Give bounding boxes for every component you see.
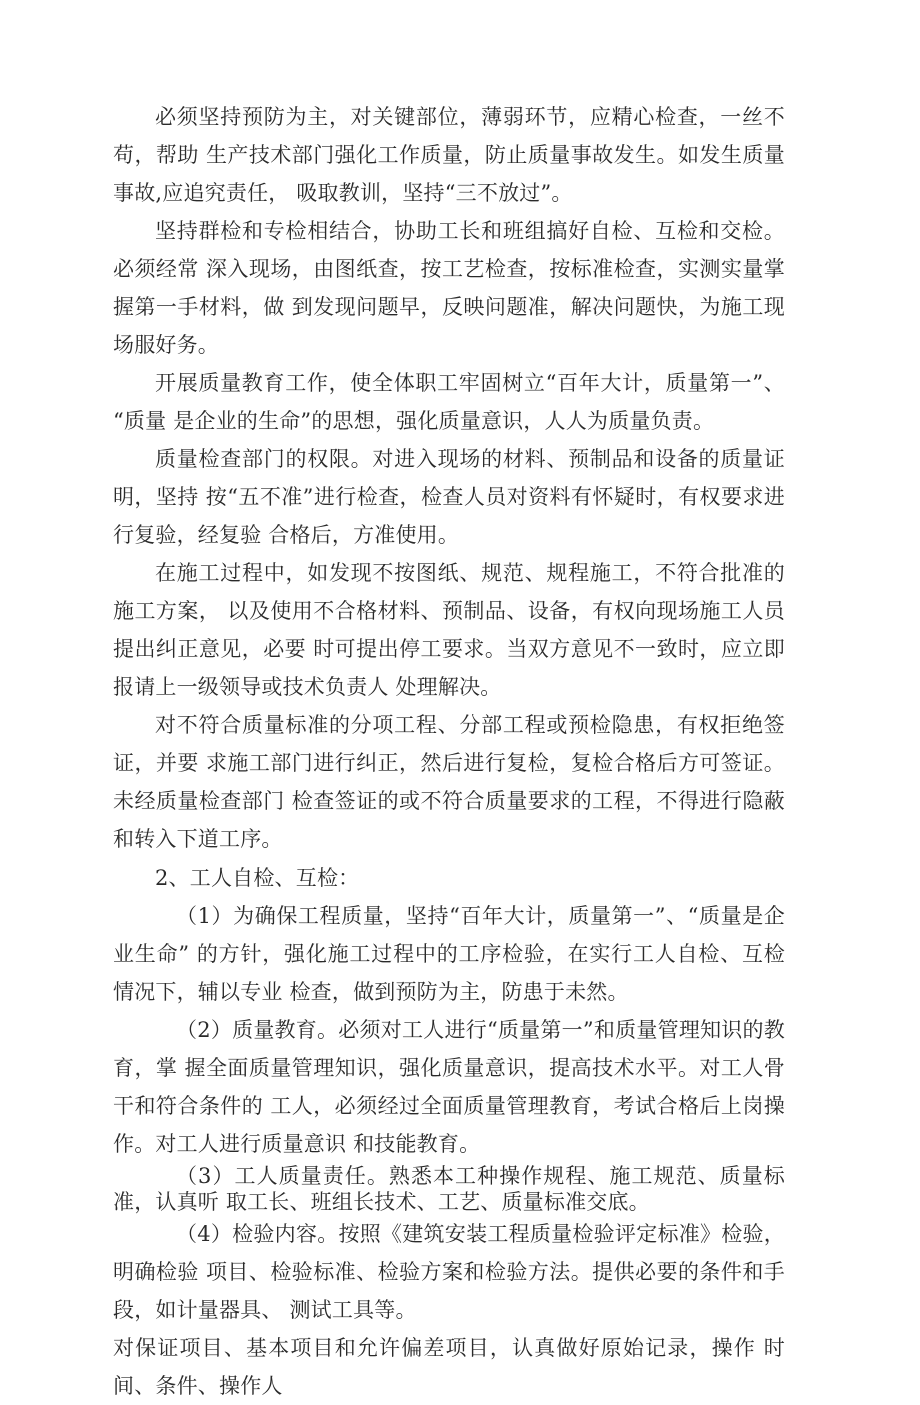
paragraph-item-2-quality-education: （2）质量教育。必须对工人进行“质量第一”和质量管理知识的教育，掌 握全面质量管理知识，强化质量意识，提高技术水平。对工人骨干和符合条件的 工人，必须经过全面质量管理教育，考试合格后上岗操作。对工人进行质量意识 和技能教育。 bbox=[113, 1018, 785, 1156]
paragraph-prevention-first: 必须坚持预防为主，对关键部位，薄弱环节，应精心检查，一丝不苟，帮助 生产技术部门强化工作质量，防止质量事故发生。如发生质量事故,应追究责任， 吸取教训，坚持“三不放过”。 bbox=[113, 105, 785, 205]
paragraph-quality-education-work: 开展质量教育工作，使全体职工牢固树立“百年大计，质量第一”、“质量 是企业的生命”的思想，强化质量意识，人人为质量负责。 bbox=[113, 371, 785, 433]
paragraph-item-3-worker-quality-responsibility: （3）工人质量责任。熟悉本工种操作规程、施工规范、质量标准，认真听 取工长、班组长技术、工艺、质量标准交底。 bbox=[113, 1164, 785, 1214]
document-text-body bbox=[113, 98, 785, 1405]
paragraph-construction-process-corrections: 在施工过程中，如发现不按图纸、规范、规程施工，不符合批准的施工方案， 以及使用不合格材料、预制品、设备，有权向现场施工人员提出纠正意见，必要 时可提出停工要求。当双方意见不一致时，应立即报请上一级领导或技术负责人 处理解决。 bbox=[113, 561, 785, 699]
paragraph-group-and-special-inspection: 坚持群检和专检相结合，协助工长和班组搞好自检、互检和交检。必须经常 深入现场，由图纸查，按工艺检查，按标准检查，实测实量掌握第一手材料，做 到发现问题早，反映问题准，解决问题快，为施工现场服好务。 bbox=[113, 219, 785, 357]
paragraph-inspection-department-authority: 质量检查部门的权限。对进入现场的材料、预制品和设备的质量证明，坚持 按“五不准”进行检查，检查人员对资料有怀疑时，有权要求进行复验，经复验 合格后，方准使用。 bbox=[113, 447, 785, 547]
paragraph-refuse-signoff-nonconforming: 对不符合质量标准的分项工程、分部工程或预检隐患，有权拒绝签证，并要 求施工部门进行纠正，然后进行复检，复检合格后方可签证。未经质量检查部门 检查签证的或不符合质量要求的工程，不得进行隐蔽和转入下道工序。 bbox=[113, 713, 785, 851]
paragraph-original-records: 对保证项目、基本项目和允许偏差项目，认真做好原始记录，操作 时间、条件、操作人 bbox=[113, 1336, 785, 1398]
section-heading-worker-self-inspection: 2、工人自检、互检： bbox=[155, 866, 360, 890]
paragraph-item-1-ensure-project-quality: （1）为确保工程质量，坚持“百年大计，质量第一”、“质量是企业生命” 的方针，强化施工过程中的工序检验，在实行工人自检、互检情况下，辅以专业 检查，做到预防为主，防患于未然。 bbox=[113, 904, 785, 1004]
paragraph-item-4-inspection-content: （4）检验内容。按照《建筑安装工程质量检验评定标准》检验，明确检验 项目、检验标准、检验方案和检验方法。提供必要的条件和手段，如计量器具、 测试工具等。 bbox=[113, 1222, 785, 1322]
